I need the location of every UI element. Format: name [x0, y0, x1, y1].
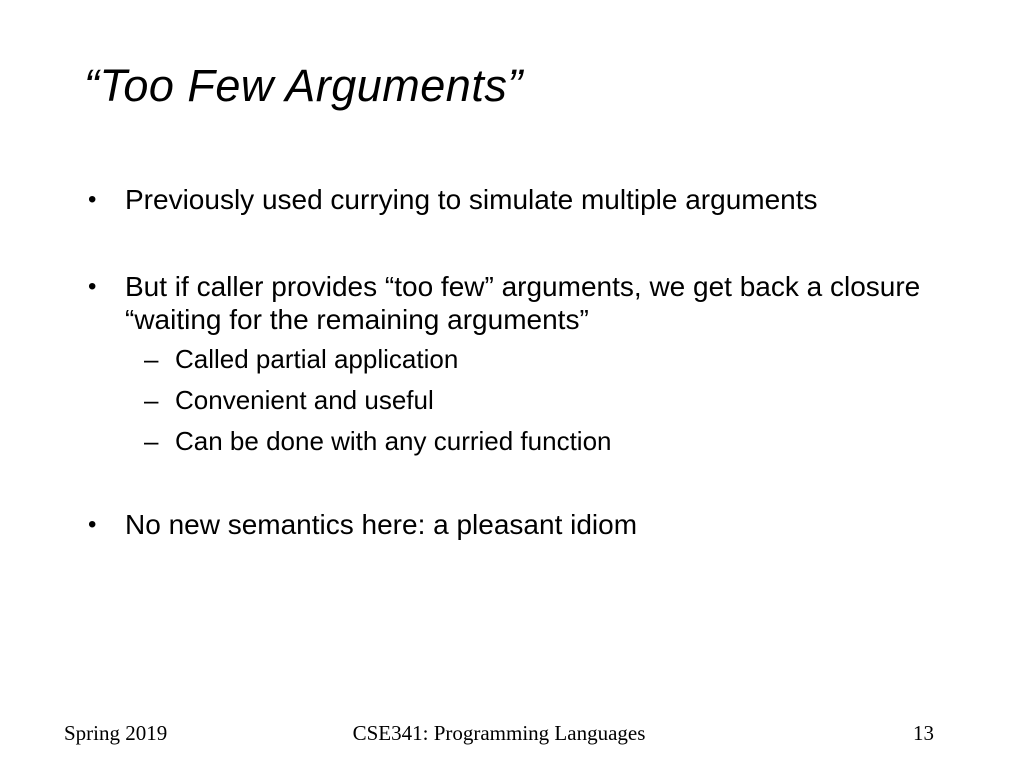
sub-bullet-item — [144, 384, 994, 417]
sub-bullet-text: Called partial application — [175, 344, 459, 374]
sub-bullet-text: Can be done with any curried function — [175, 426, 612, 456]
bullet-marker-icon: • — [88, 273, 97, 300]
bullet-marker-icon: • — [88, 186, 97, 213]
slide-title: “Too Few Arguments” — [84, 60, 523, 111]
bullet-text: Previously used currying to simulate multiple arguments — [125, 184, 818, 215]
bullet-item — [0, 508, 994, 541]
sub-bullet-item — [144, 343, 994, 376]
bullet-item — [0, 270, 994, 336]
sub-bullet-item — [144, 425, 994, 458]
dash-marker-icon: – — [144, 385, 159, 415]
slide-body — [0, 183, 994, 541]
sub-bullet-group — [0, 343, 994, 458]
bullet-text: No new semantics here: a pleasant idiom — [125, 509, 638, 540]
slide-footer — [64, 721, 934, 746]
footer-page-number: 13 — [913, 721, 934, 745]
dash-marker-icon: – — [144, 344, 159, 374]
bullet-text: But if caller provides “too few” arguments, we get back a closure “waiting for the remaining arguments” — [125, 271, 921, 335]
dash-marker-icon: – — [144, 426, 159, 456]
bullet-marker-icon: • — [88, 511, 97, 538]
sub-bullet-text: Convenient and useful — [175, 385, 434, 415]
bullet-item — [0, 183, 994, 216]
footer-course-title: CSE341: Programming Languages — [352, 721, 646, 745]
footer-term: Spring 2019 — [64, 721, 168, 745]
